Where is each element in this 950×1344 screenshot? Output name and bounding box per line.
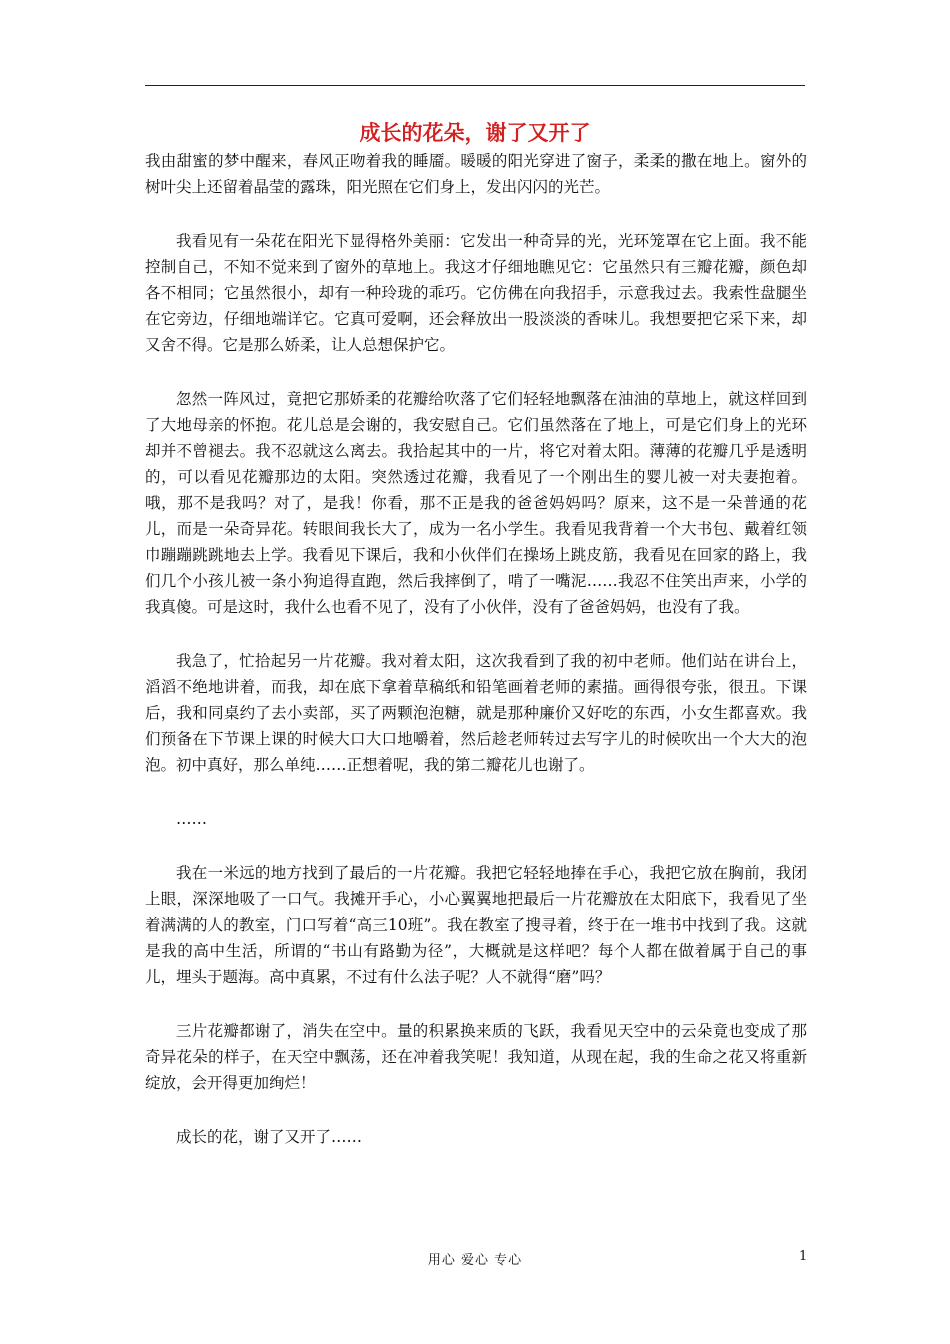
- paragraph-6: 三片花瓣都谢了，消失在空中。量的积累换来质的飞跃，我看见天空中的云朵竟也变成了那奇异花朵的样子，在天空中飘荡，还在冲着我笑呢！我知道，从现在起，我的生命之花又将重新绽放，会开得更加绚烂！: [145, 1022, 807, 1092]
- closing-paragraph: 成长的花，谢了又开了……: [176, 1128, 363, 1146]
- paragraph-5: 我在一米远的地方找到了最后的一片花瓣。我把它轻轻地捧在手心，我把它放在胸前，我闭上眼，深深地吸了一口气。我摊开手心，小心翼翼地把最后一片花瓣放在太阳底下，我看见了坐着满满的人的教室，门口写着“高三10班”。我在教室了搜寻着，终于在一堆书中找到了我。这就是我的高中生活，所谓的“书山有路勤为径”，大概就是这样吧？每个人都在做着属于自己的事儿，埋头于题海。高中真累，不过有什么法子呢？人不就得“磨”吗？: [145, 864, 807, 986]
- paragraph-3: 忽然一阵风过，竟把它那娇柔的花瓣给吹落了它们轻轻地飘落在油油的草地上，就这样回到了大地母亲的怀抱。花儿总是会谢的，我安慰自己。它们虽然落在了地上，可是它们身上的光环却并不曾褪去。我不忍就这么离去。我拾起其中的一片，将它对着太阳。薄薄的花瓣几乎是透明的，可以看见花瓣那边的太阳。突然透过花瓣，我看见了一个刚出生的婴儿被一对夫妻抱着。哦，那不是我吗？对了，是我！你看，那不正是我的爸爸妈妈吗？原来，这不是一朵普通的花儿，而是一朵奇异花。转眼间我长大了，成为一名小学生。我看见我背着一个大书包、戴着红领巾蹦蹦跳跳地去上学。我看见下课后，我和小伙伴们在操场上跳皮筋，我看见在回家的路上，我们几个小孩儿被一条小狗追得直跑，然后我摔倒了，啃了一嘴泥……我忍不住笑出声来，小学的我真傻。可是这时，我什么也看不见了，没有了小伙伴，没有了爸爸妈妈，也没有了我。: [145, 390, 807, 616]
- paragraph-1: 我由甜蜜的梦中醒来，春风正吻着我的睡靥。暖暖的阳光穿进了窗子，柔柔的撒在地上。窗外的树叶尖上还留着晶莹的露珠，阳光照在它们身上，发出闪闪的光芒。: [145, 152, 807, 196]
- document-title: 成长的花朵，谢了又开了: [359, 120, 591, 145]
- ellipsis-paragraph: ……: [176, 810, 207, 828]
- paragraph-2: 我看见有一朵花在阳光下显得格外美丽：它发出一种奇异的光，光环笼罩在它上面。我不能控制自己，不知不觉来到了窗外的草地上。我这才仔细地瞧见它：它虽然只有三瓣花瓣，颜色却各不相同；它虽然很小，却有一种玲珑的乖巧。它仿佛在向我招手，示意我过去。我索性盘腿坐在它旁边，仔细地端详它。它真可爱啊，还会释放出一股淡淡的香味儿。我想要把它采下来，却又舍不得。它是那么娇柔，让人总想保护它。: [145, 232, 807, 354]
- document-body: [145, 148, 807, 1178]
- footer-motto: 用心 爱心 专心: [427, 1253, 523, 1268]
- page-number: 1: [799, 1249, 808, 1264]
- paragraph-4: 我急了，忙拾起另一片花瓣。我对着太阳，这次我看到了我的初中老师。他们站在讲台上，滔滔不绝地讲着，而我，却在底下拿着草稿纸和铅笔画着老师的素描。画得很夸张，很丑。下课后，我和同桌约了去小卖部，买了两颗泡泡糖，就是那种廉价又好吃的东西，小女生都喜欢。我们预备在下节课上课的时候大口大口地嚼着，然后趁老师转过去写字儿的时候吹出一个大大的泡泡。初中真好，那么单纯……正想着呢，我的第二瓣花儿也谢了。: [145, 652, 807, 774]
- header-rule: [145, 85, 805, 86]
